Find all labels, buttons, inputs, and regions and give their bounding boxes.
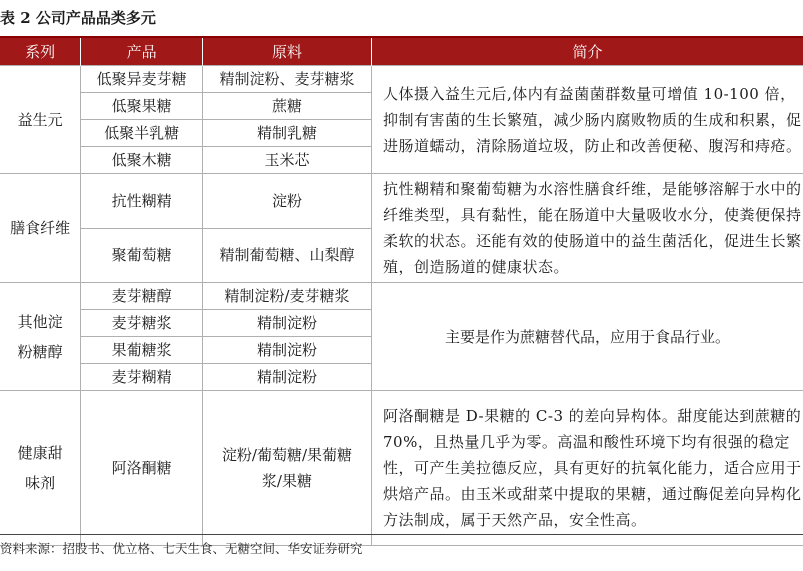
material-cell: 精制淀粉	[202, 364, 371, 391]
material-cell: 精制乳糖	[202, 120, 371, 147]
description-cell	[371, 391, 803, 546]
table-row	[0, 174, 803, 229]
product-cell: 阿洛酮糖	[81, 391, 203, 546]
product-cell: 麦芽糊精	[81, 364, 203, 391]
product-cell: 低聚半乳糖	[81, 120, 203, 147]
category-label: 其他淀粉糖醇	[17, 312, 63, 361]
header-series: 系列	[0, 38, 81, 66]
header-description: 简介	[371, 38, 803, 66]
material-cell	[202, 391, 371, 546]
source-note: 资料来源：招股书、优立格、七天生食、无糖空间、华安证券研究	[0, 541, 363, 556]
table-row	[0, 66, 803, 93]
table-bottom-rule	[0, 534, 803, 535]
product-cell: 麦芽糖醇	[81, 283, 203, 310]
material-cell: 蔗糖	[202, 93, 371, 120]
category-label: 膳食纤维	[10, 219, 71, 237]
material-cell: 精制淀粉、麦芽糖浆	[202, 66, 371, 93]
product-cell: 低聚异麦芽糖	[81, 66, 203, 93]
product-table	[0, 38, 803, 546]
product-cell: 抗性糊精	[81, 174, 203, 229]
description-cell	[371, 174, 803, 283]
material-cell: 精制淀粉	[202, 310, 371, 337]
material-cell: 精制淀粉/麦芽糖浆	[202, 283, 371, 310]
product-cell: 果葡糖浆	[81, 337, 203, 364]
material-cell: 玉米芯	[202, 147, 371, 174]
header-material: 原料	[202, 38, 371, 66]
description-cell	[371, 66, 803, 174]
header-product: 产品	[81, 38, 203, 66]
description-text: 阿洛酮糖是 D-果糖的 C-3 的差向异构体。甜度能达到蔗糖的 70%，且热量几乎为零。高温和酸性环境下均有很强的稳定性，可产生美拉德反应，具有更好的抗氧化能力，适合应用于烘焙产品。由玉米或甜菜中提取的果糖，通过酶促差向异构化方法制成，属于天然产品，安全性高。	[382, 407, 802, 529]
product-cell: 聚葡萄糖	[81, 228, 203, 283]
material-text: 淀粉/葡萄糖/果葡糖浆/果糖	[221, 446, 352, 490]
table-row	[0, 283, 803, 310]
material-cell: 淀粉	[202, 174, 371, 229]
table-header-row	[0, 38, 803, 66]
product-cell: 麦芽糖浆	[81, 310, 203, 337]
product-cell: 低聚木糖	[81, 147, 203, 174]
description-text: 抗性糊精和聚葡萄糖为水溶性膳食纤维，是能够溶解于水中的纤维类型，具有黏性，能在肠道中大量吸收水分，使粪便保持柔软的状态。还能有效的使肠道中的益生菌活化，促进生长繁殖，创造肠道的健康状态。	[382, 180, 802, 276]
material-cell: 精制淀粉	[202, 337, 371, 364]
description-text: 人体摄入益生元后,体内有益菌菌群数量可增值 10-100 倍，抑制有害菌的生长繁殖，减少肠内腐败物质的生成和积累，促进肠道蠕动，清除肠道垃圾，防止和改善便秘、腹泻和痔疮。	[382, 84, 802, 155]
table-row	[0, 391, 803, 546]
product-cell: 低聚果糖	[81, 93, 203, 120]
table-title: 表 2 公司产品品类多元	[0, 9, 156, 27]
category-cell	[0, 391, 81, 546]
category-label: 健康甜味剂	[17, 444, 63, 492]
description-cell: 主要是作为蔗糖替代品，应用于食品行业。	[371, 283, 803, 391]
category-cell	[0, 283, 81, 391]
material-cell: 精制葡萄糖、山梨醇	[202, 228, 371, 283]
category-cell: 益生元	[0, 66, 81, 174]
category-cell	[0, 174, 81, 283]
